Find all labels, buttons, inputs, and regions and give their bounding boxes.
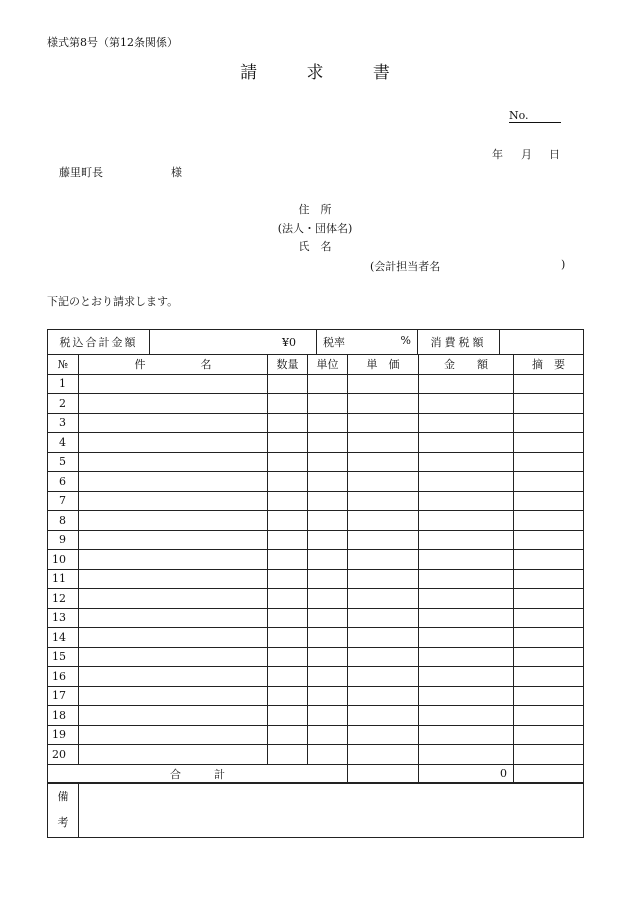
row-unit[interactable] (308, 647, 348, 667)
row-item[interactable] (79, 530, 268, 550)
row-amount[interactable] (419, 550, 514, 570)
row-item[interactable] (79, 511, 268, 531)
row-item[interactable] (79, 686, 268, 706)
date-year-label: 年 (492, 148, 503, 161)
row-note[interactable] (514, 511, 584, 531)
row-price[interactable] (348, 686, 419, 706)
row-qty[interactable] (268, 667, 308, 687)
remarks-label-2: 考 (57, 816, 69, 829)
row-no: 12 (48, 589, 79, 609)
row-no: 9 (48, 530, 79, 550)
date-day-label: 日 (549, 148, 560, 161)
row-qty[interactable] (268, 530, 308, 550)
row-no: 10 (48, 550, 79, 570)
row-item[interactable] (79, 628, 268, 648)
row-qty[interactable] (268, 706, 308, 726)
total-row-note (514, 764, 584, 784)
col-unit-header: 単位 (308, 355, 348, 375)
name-label: 氏 名 (298, 240, 332, 253)
row-amount[interactable] (419, 667, 514, 687)
row-unit[interactable] (308, 472, 348, 492)
row-unit[interactable] (308, 569, 348, 589)
row-price[interactable] (348, 413, 419, 433)
row-item[interactable] (79, 725, 268, 745)
row-amount[interactable] (419, 745, 514, 765)
row-price[interactable] (348, 491, 419, 511)
row-unit[interactable] (308, 491, 348, 511)
row-note[interactable] (514, 433, 584, 453)
row-no: 3 (48, 413, 79, 433)
remarks-table (47, 782, 584, 838)
col-qty-header: 数量 (268, 355, 308, 375)
remarks-label-1: 備 (57, 790, 69, 803)
row-note[interactable] (514, 686, 584, 706)
row-amount[interactable] (419, 472, 514, 492)
col-price-header: 単 価 (348, 355, 419, 375)
row-item[interactable] (79, 745, 268, 765)
tax-amount-value[interactable] (500, 330, 584, 355)
row-amount[interactable] (419, 491, 514, 511)
row-note[interactable] (514, 472, 584, 492)
total-row (48, 764, 584, 784)
table-row (48, 472, 584, 492)
corporation-label: (法人・団体名) (277, 222, 353, 235)
row-price[interactable] (348, 589, 419, 609)
addressee: 藤里町長 (59, 166, 103, 179)
row-qty[interactable] (268, 608, 308, 628)
row-qty[interactable] (268, 647, 308, 667)
total-row-amount[interactable]: 0 (419, 764, 514, 784)
row-item[interactable] (79, 472, 268, 492)
row-price[interactable] (348, 511, 419, 531)
row-unit[interactable] (308, 608, 348, 628)
row-unit[interactable] (308, 667, 348, 687)
row-no: 4 (48, 433, 79, 453)
row-note[interactable] (514, 667, 584, 687)
row-amount[interactable] (419, 725, 514, 745)
row-note[interactable] (514, 374, 584, 394)
row-price[interactable] (348, 706, 419, 726)
table-row (48, 589, 584, 609)
row-note[interactable] (514, 569, 584, 589)
row-qty[interactable] (268, 745, 308, 765)
table-row (48, 491, 584, 511)
row-price[interactable] (348, 628, 419, 648)
row-qty[interactable] (268, 374, 308, 394)
row-note[interactable] (514, 394, 584, 414)
intro-text: 下記のとおり請求します。 (47, 295, 179, 308)
row-qty[interactable] (268, 452, 308, 472)
row-note[interactable] (514, 608, 584, 628)
table-row (48, 433, 584, 453)
row-no: 1 (48, 374, 79, 394)
total-row-price (348, 764, 419, 784)
table-row (48, 569, 584, 589)
row-no: 8 (48, 511, 79, 531)
row-no: 15 (48, 647, 79, 667)
row-amount[interactable] (419, 628, 514, 648)
table-row (48, 394, 584, 414)
row-qty[interactable] (268, 725, 308, 745)
row-price[interactable] (348, 394, 419, 414)
row-price[interactable] (348, 530, 419, 550)
row-amount[interactable] (419, 647, 514, 667)
row-note[interactable] (514, 452, 584, 472)
row-no: 7 (48, 491, 79, 511)
row-price[interactable] (348, 725, 419, 745)
row-note[interactable] (514, 589, 584, 609)
table-row (48, 608, 584, 628)
row-no: 18 (48, 706, 79, 726)
table-row (48, 686, 584, 706)
row-item[interactable] (79, 608, 268, 628)
date-month-label: 月 (521, 148, 532, 161)
row-price[interactable] (348, 745, 419, 765)
row-note[interactable] (514, 491, 584, 511)
row-qty[interactable] (268, 394, 308, 414)
items-table (47, 354, 584, 784)
accounting-contact-label: (会計担当者名 (370, 260, 441, 273)
row-unit[interactable] (308, 394, 348, 414)
row-no: 14 (48, 628, 79, 648)
row-item[interactable] (79, 413, 268, 433)
tax-rate-unit: % (400, 334, 411, 347)
row-qty[interactable] (268, 413, 308, 433)
table-row (48, 550, 584, 570)
row-price[interactable] (348, 550, 419, 570)
tax-rate-label: 税率 (323, 336, 345, 349)
row-qty[interactable] (268, 589, 308, 609)
total-amount-value[interactable]: ¥0 (150, 330, 317, 355)
row-item[interactable] (79, 491, 268, 511)
document-number[interactable]: No. (509, 109, 561, 123)
col-amount-header: 金 額 (419, 355, 514, 375)
total-amount-label: 税込合計金額 (48, 330, 150, 355)
tax-amount-label: 消費税額 (418, 330, 500, 355)
row-amount[interactable] (419, 433, 514, 453)
col-item-header: 件 名 (79, 355, 268, 375)
row-note[interactable] (514, 628, 584, 648)
row-unit[interactable] (308, 725, 348, 745)
row-unit[interactable] (308, 413, 348, 433)
row-price[interactable] (348, 452, 419, 472)
table-row (48, 706, 584, 726)
row-no: 16 (48, 667, 79, 687)
row-note[interactable] (514, 706, 584, 726)
table-row (48, 374, 584, 394)
row-amount[interactable] (419, 452, 514, 472)
row-item[interactable] (79, 589, 268, 609)
row-item[interactable] (79, 706, 268, 726)
row-no: 20 (48, 745, 79, 765)
row-qty[interactable] (268, 569, 308, 589)
row-note[interactable] (514, 745, 584, 765)
table-row (48, 628, 584, 648)
row-price[interactable] (348, 374, 419, 394)
remarks-field[interactable] (79, 783, 584, 838)
row-price[interactable] (348, 569, 419, 589)
row-no: 2 (48, 394, 79, 414)
row-price[interactable] (348, 433, 419, 453)
row-amount[interactable] (419, 706, 514, 726)
row-item[interactable] (79, 569, 268, 589)
row-amount[interactable] (419, 569, 514, 589)
row-unit[interactable] (308, 686, 348, 706)
row-amount[interactable] (419, 511, 514, 531)
row-unit[interactable] (308, 511, 348, 531)
table-row (48, 725, 584, 745)
table-row (48, 530, 584, 550)
row-no: 17 (48, 686, 79, 706)
row-qty[interactable] (268, 491, 308, 511)
document-title: 請 求 書 (240, 63, 412, 83)
row-amount[interactable] (419, 394, 514, 414)
row-price[interactable] (348, 647, 419, 667)
form-number: 様式第8号（第12条関係） (47, 36, 178, 49)
table-row (48, 511, 584, 531)
row-amount[interactable] (419, 589, 514, 609)
row-qty[interactable] (268, 550, 308, 570)
tax-rate-cell[interactable] (317, 330, 418, 355)
row-unit[interactable] (308, 589, 348, 609)
row-unit[interactable] (308, 628, 348, 648)
row-unit[interactable] (308, 706, 348, 726)
row-unit[interactable] (308, 374, 348, 394)
row-price[interactable] (348, 667, 419, 687)
row-item[interactable] (79, 550, 268, 570)
row-unit[interactable] (308, 550, 348, 570)
row-item[interactable] (79, 374, 268, 394)
total-row-label: 合 計 (48, 764, 348, 784)
row-price[interactable] (348, 608, 419, 628)
row-no: 19 (48, 725, 79, 745)
row-amount[interactable] (419, 530, 514, 550)
row-amount[interactable] (419, 608, 514, 628)
row-qty[interactable] (268, 472, 308, 492)
accounting-contact-close: ) (561, 258, 566, 271)
row-unit[interactable] (308, 745, 348, 765)
row-no: 11 (48, 569, 79, 589)
row-no: 13 (48, 608, 79, 628)
address-label: 住 所 (298, 203, 332, 216)
table-row (48, 745, 584, 765)
items-header-row (48, 355, 584, 375)
row-qty[interactable] (268, 511, 308, 531)
table-row (48, 647, 584, 667)
row-qty[interactable] (268, 686, 308, 706)
honorific: 様 (171, 166, 182, 179)
row-note[interactable] (514, 725, 584, 745)
row-note[interactable] (514, 413, 584, 433)
row-note[interactable] (514, 550, 584, 570)
row-item[interactable] (79, 452, 268, 472)
summary-table (47, 329, 584, 355)
row-item[interactable] (79, 394, 268, 414)
row-note[interactable] (514, 647, 584, 667)
remarks-label (48, 783, 79, 838)
table-row (48, 667, 584, 687)
row-item[interactable] (79, 647, 268, 667)
row-qty[interactable] (268, 628, 308, 648)
row-price[interactable] (348, 472, 419, 492)
row-qty[interactable] (268, 433, 308, 453)
row-amount[interactable] (419, 374, 514, 394)
row-amount[interactable] (419, 686, 514, 706)
table-row (48, 413, 584, 433)
col-no-header: № (48, 355, 79, 375)
col-note-header: 摘 要 (514, 355, 584, 375)
row-unit[interactable] (308, 452, 348, 472)
row-no: 6 (48, 472, 79, 492)
row-item[interactable] (79, 667, 268, 687)
row-no: 5 (48, 452, 79, 472)
row-amount[interactable] (419, 413, 514, 433)
row-unit[interactable] (308, 433, 348, 453)
row-item[interactable] (79, 433, 268, 453)
table-row (48, 452, 584, 472)
row-unit[interactable] (308, 530, 348, 550)
row-note[interactable] (514, 530, 584, 550)
